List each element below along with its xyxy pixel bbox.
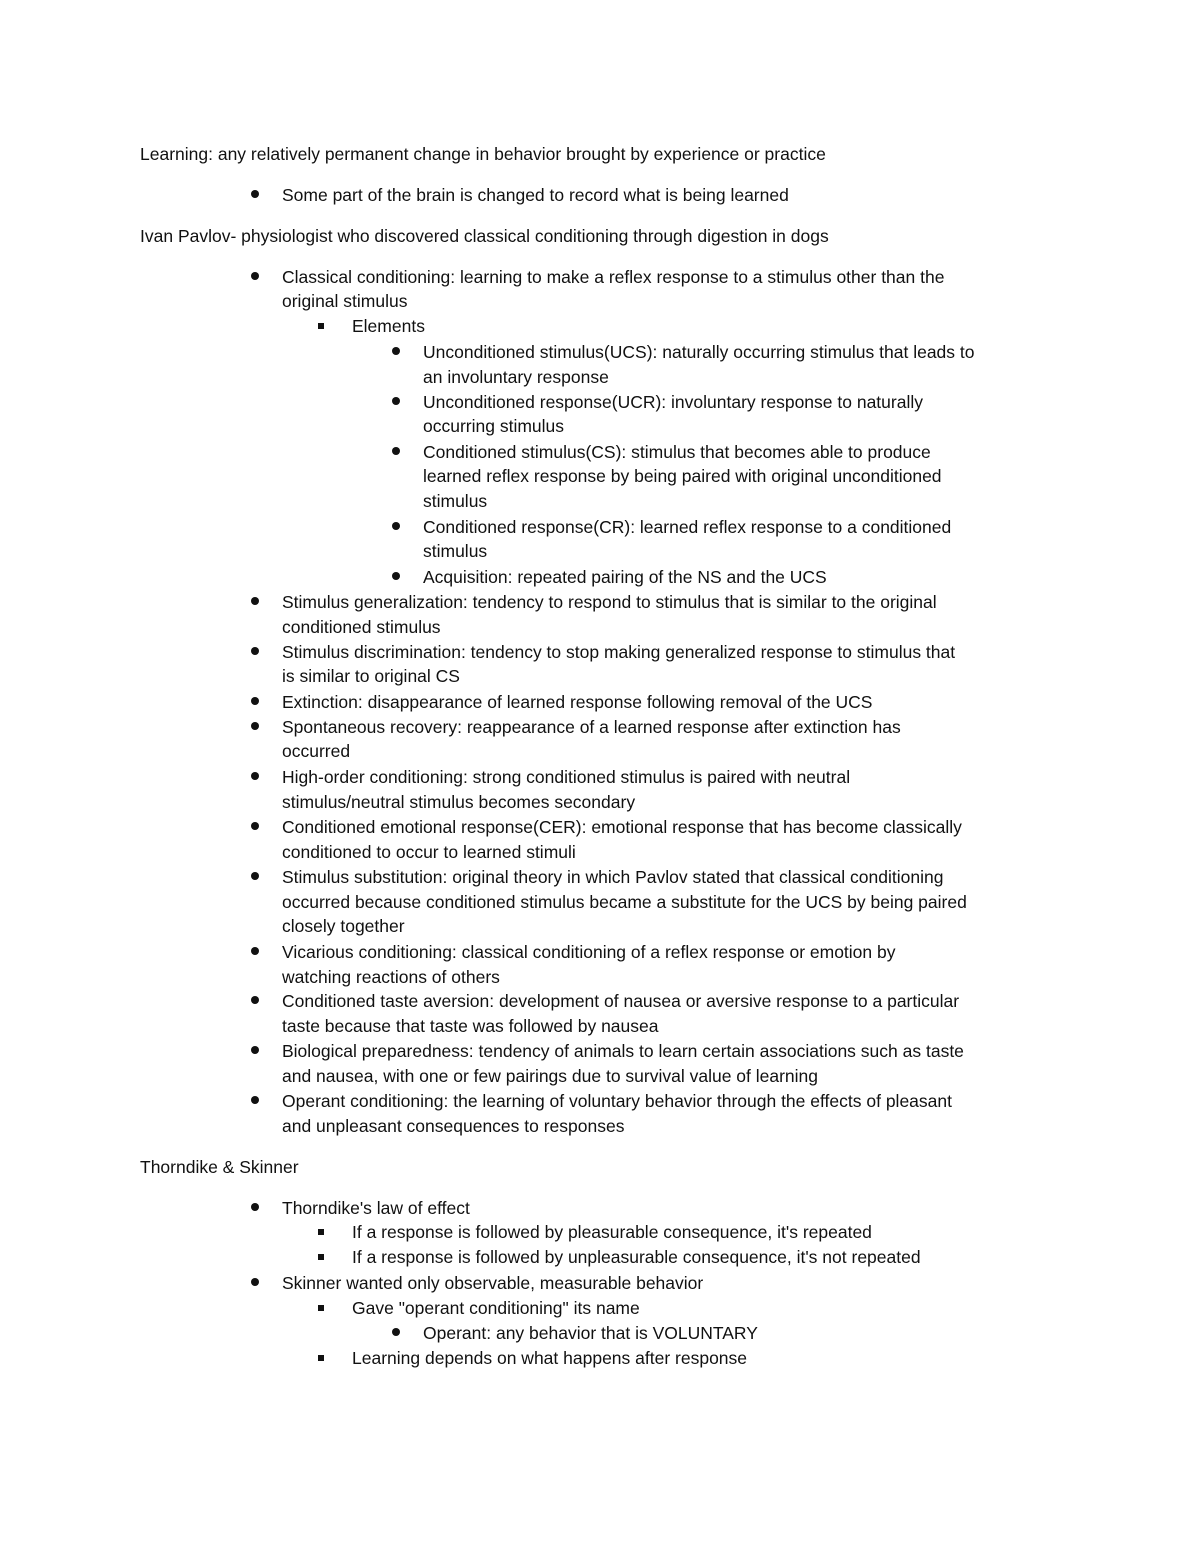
heading-learning: Learning: any relatively permanent change in behavior brought by experience or practice bbox=[140, 144, 826, 164]
list-item: stimulus bbox=[423, 491, 488, 511]
list-item: Elements bbox=[352, 316, 425, 336]
list-item: Thorndike's law of effect bbox=[282, 1198, 470, 1218]
list-item: Operant: any behavior that is VOLUNTARY bbox=[423, 1323, 758, 1343]
bullet-disc bbox=[251, 1203, 259, 1211]
list-item: original stimulus bbox=[282, 291, 408, 311]
list-item: occurred bbox=[282, 741, 351, 761]
list-item: conditioned stimulus bbox=[282, 617, 441, 637]
list-item: Gave "operant conditioning" its name bbox=[352, 1298, 640, 1318]
list-item: closely together bbox=[282, 916, 405, 936]
bullet-disc bbox=[392, 522, 400, 530]
bullet-disc bbox=[251, 1096, 259, 1104]
list-item: Conditioned response(CR): learned reflex response to a conditioned bbox=[423, 517, 952, 537]
bullet-disc bbox=[251, 1278, 259, 1286]
bullet-square bbox=[318, 1254, 324, 1260]
list-item: Learning depends on what happens after response bbox=[352, 1348, 748, 1368]
list-item: watching reactions of others bbox=[282, 967, 500, 987]
list-item: conditioned to occur to learned stimuli bbox=[282, 842, 576, 862]
list-item: stimulus bbox=[423, 541, 488, 561]
bullet-disc bbox=[392, 572, 400, 580]
list-item: Acquisition: repeated pairing of the NS and the UCS bbox=[423, 567, 827, 587]
bullet-disc bbox=[251, 647, 259, 655]
list-item: Biological preparedness: tendency of animals to learn certain associations such as taste bbox=[282, 1041, 964, 1061]
bullet-disc bbox=[392, 397, 400, 405]
list-item: Unconditioned response(UCR): involuntary response to naturally bbox=[423, 392, 923, 412]
bullet-square bbox=[318, 323, 324, 329]
list-item: occurred because conditioned stimulus became a substitute for the UCS by being paired bbox=[282, 892, 967, 912]
bullet-disc bbox=[251, 772, 259, 780]
bullet-square bbox=[318, 1355, 324, 1361]
list-item: stimulus/neutral stimulus becomes secondary bbox=[282, 792, 636, 812]
bullet-disc bbox=[392, 1328, 400, 1336]
bullet-disc bbox=[251, 597, 259, 605]
list-item: Extinction: disappearance of learned response following removal of the UCS bbox=[282, 692, 873, 712]
list-item: occurring stimulus bbox=[423, 416, 565, 436]
list-item: Spontaneous recovery: reappearance of a learned response after extinction has bbox=[282, 717, 901, 737]
bullet-disc bbox=[251, 190, 259, 198]
list-item: High-order conditioning: strong conditioned stimulus is paired with neutral bbox=[282, 767, 851, 787]
list-item: Operant conditioning: the learning of voluntary behavior through the effects of pleasant bbox=[282, 1091, 952, 1111]
list-item: Conditioned stimulus(CS): stimulus that becomes able to produce bbox=[423, 442, 931, 462]
list-item: Skinner wanted only observable, measurable behavior bbox=[282, 1273, 704, 1293]
list-item: and unpleasant consequences to responses bbox=[282, 1116, 625, 1136]
list-item: Vicarious conditioning: classical conditioning of a reflex response or emotion by bbox=[282, 942, 896, 962]
bullet-disc bbox=[251, 822, 259, 830]
list-item: and nausea, with one or few pairings due to survival value of learning bbox=[282, 1066, 819, 1086]
bullet-disc bbox=[251, 996, 259, 1004]
bullet-disc bbox=[251, 722, 259, 730]
bullet-disc bbox=[392, 447, 400, 455]
list-item: taste because that taste was followed by nausea bbox=[282, 1016, 659, 1036]
bullet-disc bbox=[251, 1046, 259, 1054]
bullet-disc bbox=[251, 947, 259, 955]
list-item: Unconditioned stimulus(UCS): naturally occurring stimulus that leads to bbox=[423, 342, 975, 362]
list-item: Stimulus substitution: original theory in which Pavlov stated that classical conditioning bbox=[282, 867, 944, 887]
bullet-square bbox=[318, 1229, 324, 1235]
list-item: an involuntary response bbox=[423, 367, 609, 387]
bullet-disc bbox=[251, 272, 259, 280]
heading-pavlov: Ivan Pavlov- physiologist who discovered classical conditioning through digestion in dogs bbox=[140, 226, 829, 246]
bullet-disc bbox=[251, 697, 259, 705]
list-item: Classical conditioning: learning to make a reflex response to a stimulus other than the bbox=[282, 267, 945, 287]
list-item: Some part of the brain is changed to record what is being learned bbox=[282, 185, 789, 205]
list-item: Stimulus discrimination: tendency to stop making generalized response to stimulus that bbox=[282, 642, 956, 662]
list-item: is similar to original CS bbox=[282, 666, 460, 686]
list-item: If a response is followed by pleasurable consequence, it's repeated bbox=[352, 1222, 872, 1242]
list-item: Conditioned taste aversion: development of nausea or aversive response to a particular bbox=[282, 991, 960, 1011]
heading-thorndike-skinner: Thorndike & Skinner bbox=[140, 1157, 299, 1177]
list-item: If a response is followed by unpleasurable consequence, it's not repeated bbox=[352, 1247, 921, 1267]
bullet-disc bbox=[392, 347, 400, 355]
list-item: Stimulus generalization: tendency to respond to stimulus that is similar to the original bbox=[282, 592, 937, 612]
list-item: Conditioned emotional response(CER): emotional response that has become classically bbox=[282, 817, 962, 837]
list-item: learned reflex response by being paired with original unconditioned bbox=[423, 466, 942, 486]
bullet-disc bbox=[251, 872, 259, 880]
bullet-square bbox=[318, 1305, 324, 1311]
